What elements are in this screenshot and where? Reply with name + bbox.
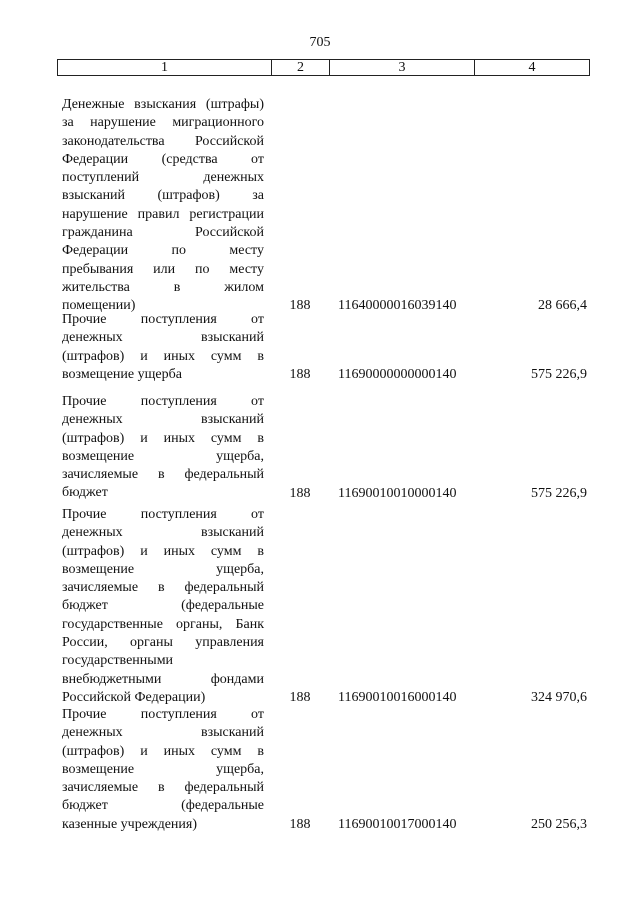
row-sum: 575 226,9 bbox=[531, 366, 587, 382]
row-admin-code: 188 bbox=[289, 298, 311, 314]
description-line: (штрафов) и иных сумм в bbox=[62, 430, 264, 446]
row-budget-code: 11640000016039140 bbox=[338, 298, 457, 314]
page-number: 705 bbox=[309, 35, 331, 50]
description-line: взысканий (штрафов) за bbox=[62, 188, 264, 204]
description-line: за нарушение миграционного bbox=[62, 115, 264, 131]
column-header-4: 4 bbox=[475, 60, 590, 76]
row-budget-code: 11690010010000140 bbox=[338, 485, 457, 501]
row-budget-code: 11690010016000140 bbox=[338, 690, 457, 705]
description-line: гражданина Российской bbox=[62, 225, 264, 241]
row-admin-code: 188 bbox=[289, 690, 311, 705]
description-line: бюджет bbox=[62, 485, 108, 501]
description-line: возмещение ущерба, bbox=[62, 448, 264, 464]
description-line: Российской Федерации) bbox=[62, 689, 206, 705]
row-sum: 324 970,6 bbox=[531, 690, 587, 705]
row-admin-code: 188 bbox=[289, 816, 311, 832]
description-line: денежных взысканий bbox=[62, 525, 264, 541]
description-line: Прочие поступления от bbox=[62, 507, 264, 522]
description-line: пребывания или по месту bbox=[62, 261, 264, 277]
description-line: нарушение правил регистрации bbox=[62, 206, 264, 222]
row-description bbox=[62, 393, 264, 503]
description-line: зачисляемые в федеральный bbox=[62, 780, 264, 796]
description-line: денежных взысканий bbox=[62, 725, 264, 741]
description-line: казенные учреждения) bbox=[62, 816, 198, 832]
description-line: государственными bbox=[62, 653, 174, 669]
description-line: Денежные взыскания (штрафы) bbox=[62, 97, 264, 112]
row-admin-code: 188 bbox=[289, 485, 311, 501]
description-line: внебюджетными фондами bbox=[62, 671, 264, 687]
description-line: возмещение ущерба bbox=[62, 366, 182, 382]
description-line: зачисляемые в федеральный bbox=[62, 580, 264, 596]
description-line: (штрафов) и иных сумм в bbox=[62, 348, 264, 364]
row-admin-code: 188 bbox=[289, 366, 311, 382]
description-line: законодательства Российской bbox=[62, 133, 264, 149]
description-line: жительства в жилом bbox=[62, 279, 264, 295]
row-sum: 28 666,4 bbox=[538, 298, 587, 314]
column-header-table bbox=[57, 59, 590, 76]
column-header-2: 2 bbox=[272, 60, 330, 76]
description-line: возмещение ущерба, bbox=[62, 561, 264, 577]
description-line: Федерации по месту bbox=[62, 243, 264, 259]
description-line: России, органы управления bbox=[62, 635, 264, 651]
row-sum: 575 226,9 bbox=[531, 485, 587, 501]
row-description bbox=[62, 96, 264, 316]
row-budget-code: 11690000000000140 bbox=[338, 366, 457, 382]
description-line: (штрафов) и иных сумм в bbox=[62, 743, 264, 759]
row-description bbox=[62, 311, 264, 384]
row-sum: 250 256,3 bbox=[531, 816, 587, 832]
description-line: Федерации (средства от bbox=[62, 151, 264, 167]
description-line: бюджет (федеральные bbox=[62, 798, 264, 814]
description-line: Прочие поступления от bbox=[62, 312, 264, 327]
column-header-3: 3 bbox=[330, 60, 475, 76]
row-description bbox=[62, 706, 264, 834]
description-line: Прочие поступления от bbox=[62, 394, 264, 409]
description-line: государственные органы, Банк bbox=[62, 616, 264, 632]
description-line: возмещение ущерба, bbox=[62, 761, 264, 777]
description-line: зачисляемые в федеральный bbox=[62, 467, 264, 483]
description-line: денежных взысканий bbox=[62, 330, 264, 346]
description-line: (штрафов) и иных сумм в bbox=[62, 543, 264, 559]
row-budget-code: 11690010017000140 bbox=[338, 816, 457, 832]
column-header-1: 1 bbox=[58, 60, 272, 76]
description-line: бюджет (федеральные bbox=[62, 598, 264, 614]
description-line: денежных взысканий bbox=[62, 412, 264, 428]
description-line: поступлений денежных bbox=[62, 170, 264, 186]
description-line: Прочие поступления от bbox=[62, 707, 264, 722]
description-line: помещении) bbox=[62, 298, 136, 314]
row-description bbox=[62, 506, 264, 707]
